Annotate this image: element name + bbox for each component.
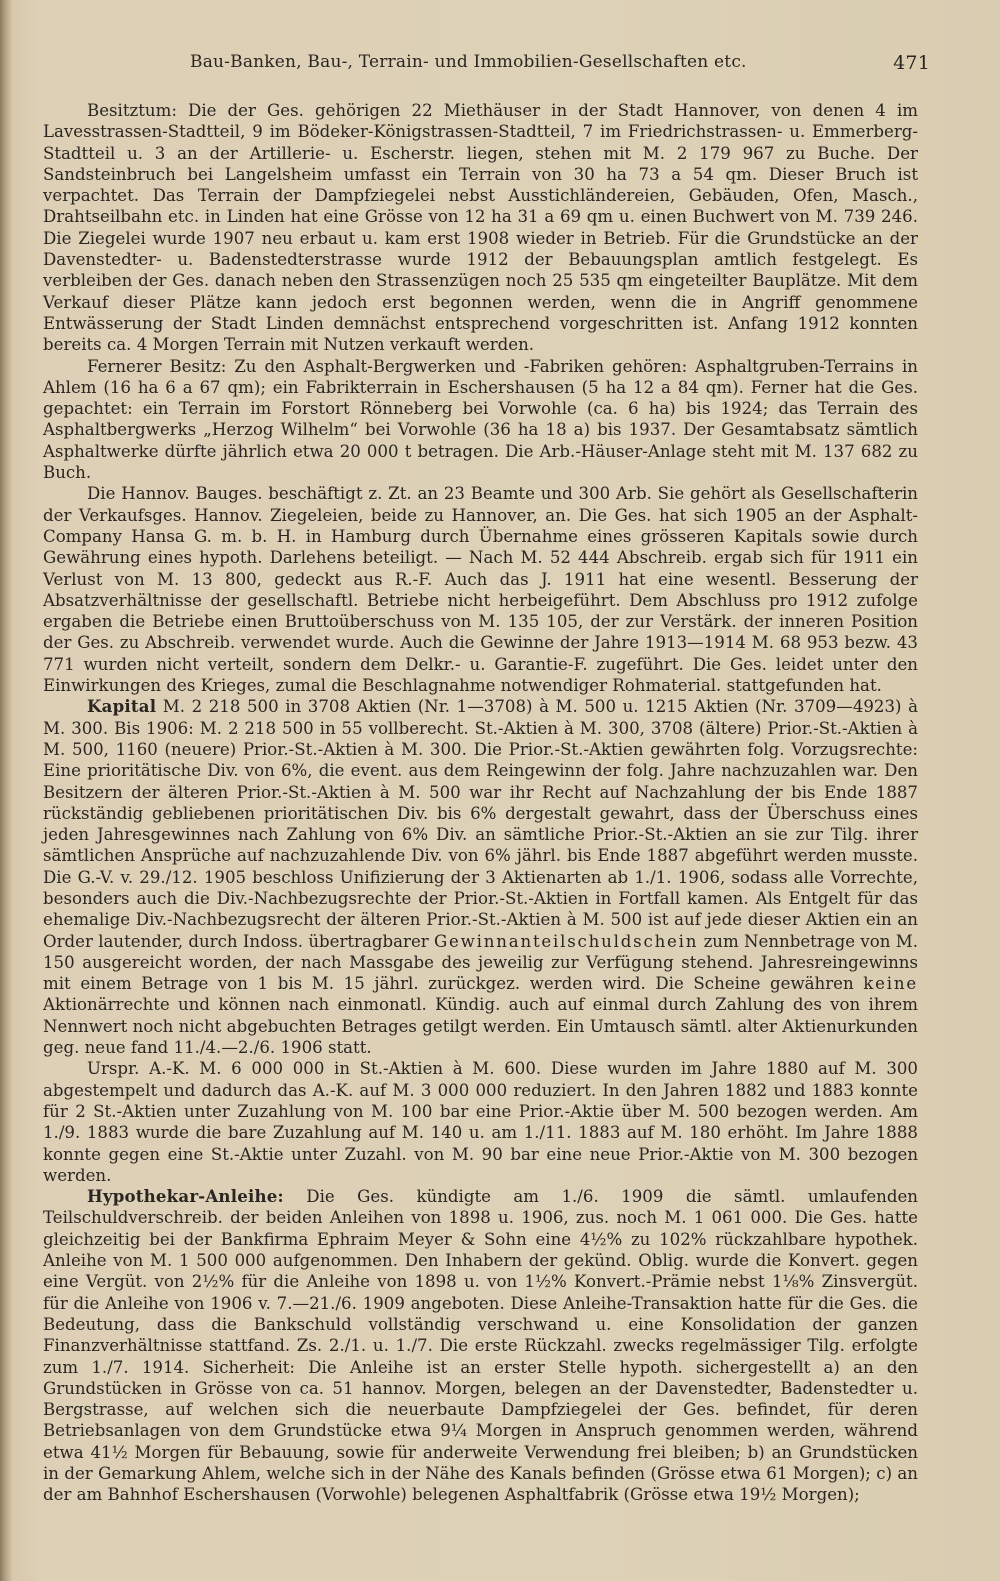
page-number: 471 — [893, 52, 930, 74]
document-body — [43, 100, 918, 1506]
paragraph-text: Die Ges. kündigte am 1./6. 1909 die sämtl. umlaufenden Teilschuldverschreib. der beiden Anleihen von 1898 u. 1906, zus. noch M. 1 061 000. Die Ges. hatte gleichzeitig bei der Bankfirma Ephraim Meyer & Sohn eine 4½% zu 102% rückzahlbare hypothek. Anleihe von M. 1 500 000 aufgenommen. Den Inhabern der gekünd. Oblig. wurde die Konvert. gegen eine Vergüt. von 2½% für die Anleihe von 1898 u. von 1½% Konvert.-Prämie nebst 1⅛% Zinsvergüt. für die Anleihe von 1906 v. 7.—21./6. 1909 angeboten. Diese Anleihe-Transaktion hatte für die Ges. die Bedeutung, dass die Bankschuld vollständig verschwand u. eine Konsolidation der ganzen Finanzverhältnisse stattfand. Zs. 2./1. u. 1./7. Die erste Rückzahl. zwecks regelmässiger Tilg. erfolgte zum 1./7. 1914. Sicherheit: Die Anleihe ist an erster Stelle hypoth. sichergestellt a) an den Grundstücken in Grösse von ca. 51 hannov. Morgen, belegen an der Davenstedter, Badenstedter u. Bergstrasse, auf welchen sich die neuerbaute Dampfziegelei der Ges. befindet, für deren Betriebsanlagen von dem Grundstücke etwa 9¼ Morgen in Anspruch genommen werden, während etwa 41½ Morgen für Bebauung, sowie für anderweite Verwendung frei bleiben; b) an Grundstücken in der Gemarkung Ahlem, welche sich in der Nähe des Kanals befinden (Grösse etwa 61 Morgen); c) an der am Bahnhof Eschershausen (Vorwohle) belegenen Asphaltfabrik (Grösse etwa 19½ Morgen); — [43, 1187, 918, 1505]
paragraph-besitztum — [43, 100, 918, 356]
paragraph-text: M. 2 218 500 in 3708 Aktien (Nr. 1—3708) à M. 500 u. 1215 Aktien (Nr. 3709—4923) à M. 300. Bis 1906: M. 2 218 500 in 55 vollberecht. St.-Aktien à M. 300, 3708 (ältere) Prior.-St.-Aktien à M. 500, 1160 (neuere) Prior.-St.-Aktien à M. 300. Die Prior.-St.-Aktien gewährten folg. Vorzugsrechte: Eine prioritätische Div. von 6%, die event. aus dem Reingewinn der folg. Jahre nachzuzahlen war. Den Besitzern der älteren Prior.-St.-Aktien à M. 500 war ihr Recht auf Nachzahlung der bis Ende 1887 rückständig gebliebenen prioritätischen Div. bis 6% dergestalt gewahrt, dass der Überschuss eines jeden Jahresgewinnes nach Zahlung von 6% Div. an sämtliche Prior.-St.-Aktien an sie zur Tilg. ihrer sämtlichen Ansprüche auf nachzuzahlende Div. von 6% jährl. bis Ende 1887 abgeführt werden musste. Die G.-V. v. 29./12. 1905 beschloss Unifizierung der 3 Aktienarten ab 1./1. 1906, sodass alle Vorrechte, besonders auch die Div.-Nachbezugsrechte der Prior.-St.-Aktien in Fortfall kamen. Als Entgelt für das ehemalige Div.-Nachbezugsrecht der älteren Prior.-St.-Aktien à M. 500 ist auf jede dieser Aktien ein an Order lautender, durch Indoss. übertragbarer — [43, 697, 918, 951]
paragraph-hypothekar-anleihe — [43, 1186, 918, 1505]
paragraph-text: Die Hannov. Bauges. beschäftigt z. Zt. an 23 Beamte und 300 Arb. Sie gehört als Gesellschafterin der Verkaufsges. Hannov. Ziegeleien, beide zu Hannover, an. Die Ges. hat sich 1905 an der Asphalt-Company Hansa G. m. b. H. in Hamburg durch Übernahme eines grösseren Kapitals sowie durch Gewährung eines hypoth. Darlehens beteiligt. — Nach M. 52 444 Abschreib. ergab sich für 1911 ein Verlust von M. 13 800, gedeckt aus R.-F. Auch das J. 1911 hat eine wesentl. Besserung der Absatzverhältnisse der gesellschaftl. Betriebe nicht herbeigeführt. Dem Abschluss pro 1912 zufolge ergaben die Betriebe einen Bruttoüberschuss von M. 135 105, der zur Verstärk. der inneren Position der Ges. zu Abschreib. verwendet wurde. Auch die Gewinne der Jahre 1913—1914 M. 68 953 bezw. 43 771 wurden nicht verteilt, sondern dem Delkr.- u. Garantie-F. zugeführt. Die Ges. leidet unter den Einwirkungen des Krieges, zumal die Beschlagnahme notwendiger Rohmaterial. stattgefunden hat. — [43, 484, 918, 696]
paragraph-lead: Kapital — [87, 696, 157, 717]
paragraph-text: Aktionärrechte und können nach einmonatl. Kündig. auch auf einmal durch Zahlung des von ihrem Nennwert noch nicht abgebuchten Betrages getilgt werden. Ein Umtausch sämtl. alter Aktienurkunden geg. neue fand 11./4.—2./6. 1906 statt. — [43, 995, 918, 1058]
paragraph-text: Urspr. A.-K. M. 6 000 000 in St.-Aktien à M. 600. Diese wurden im Jahre 1880 auf M. 300 abgestempelt und dadurch das A.-K. auf M. 3 000 000 reduziert. In den Jahren 1882 und 1883 konnte für 2 St.-Aktien unter Zuzahlung von M. 100 bar eine Prior.-Aktie über M. 500 bezogen werden. Am 1./9. 1883 wurde die bare Zuzahlung auf M. 140 u. am 1./11. 1883 auf M. 180 erhöht. Im Jahre 1888 konnte gegen eine St.-Aktie unter Zuzahl. von M. 90 bar eine neue Prior.-Aktie von M. 300 bezogen werden. — [43, 1059, 918, 1185]
header-title: Bau-Banken, Bau-, Terrain- und Immobilien-Gesellschaften etc. — [190, 52, 747, 72]
paragraph-lead: Hypothekar-Anleihe: — [87, 1186, 284, 1207]
paragraph-text: zum Nennbetrage von M. 150 ausgereicht worden, der nach Massgabe des jeweilig zur Verfügung stehend. Jahresreingewinns mit einem Betrage von 1 bis M. 15 jährl. zurückgez. werden wird. Die Scheine gewähren — [43, 931, 918, 994]
paragraph-kapital — [43, 696, 918, 1058]
paragraph-text: Fernerer Besitz: Zu den Asphalt-Bergwerken und -Fabriken gehören: Asphaltgruben-Terrains in Ahlem (16 ha 6 a 67 qm); ein Fabrikterrain in Eschershausen (5 ha 12 a 84 qm). Ferner hat die Ges. gepachtet: ein Terrain im Forstort Rönneberg bei Vorwohle (ca. 6 ha) bis 1924; das Terrain des Asphaltbergwerks „Herzog Wilhelm“ bei Vorwohle (36 ha 18 a) bis 1937. Der Gesamtabsatz sämtlich Asphaltwerke dürfte jährlich etwa 20 000 t betragen. Die Arb.-Häuser-Anlage steht mit M. 137 682 zu Buch. — [43, 356, 918, 483]
paragraph-text: Besitztum: Die der Ges. gehörigen 22 Miethäuser in der Stadt Hannover, von denen 4 im Lavesstrassen-Stadtteil, 9 im Bödeker-Königstrassen-Stadtteil, 7 im Friedrichstrassen- u. Emmerberg-Stadtteil u. 3 an der Artillerie- u. Escherstr. liegen, stehen mit M. 2 179 967 zu Buche. Der Sandsteinbruch bei Langelsheim umfasst ein Terrain von 30 ha 73 a 54 qm. Dieser Bruch ist verpachtet. Das Terrain der Dampfziegelei nebst Ausstichländereien, Gebäuden, Ofen, Masch., Drahtseilbahn etc. in Linden hat eine Grösse von 12 ha 31 a 69 qm u. einen Buchwert von M. 739 246. Die Ziegelei wurde 1907 neu erbaut u. kam erst 1908 wieder in Betrieb. Für die Grundstücke an der Davenstedter- u. Badenstedterstrasse wurde 1912 der Bebauungsplan amtlich festgelegt. Es verbleiben der Ges. danach neben den Strassenzügen noch 25 535 qm eingeteilter Bauplätze. Mit dem Verkauf dieser Plätze kann jedoch erst begonnen werden, wenn die in Angriff genommene Entwässerung der Stadt Linden demnächst entsprechend vorgeschritten ist. Anfang 1912 konnten bereits ca. 4 Morgen Terrain mit Nutzen verkauft werden. — [43, 101, 918, 355]
paragraph-spaced-term: Gewinnanteilschuldschein — [434, 931, 699, 951]
paragraph-hannov-bauges — [43, 483, 918, 696]
paragraph-spaced-term: keine — [863, 974, 918, 994]
paragraph-fernerer-besitz — [43, 356, 918, 484]
paragraph-urspr-ak — [43, 1058, 918, 1186]
running-header — [190, 52, 930, 78]
book-spine-shadow — [0, 0, 12, 1581]
